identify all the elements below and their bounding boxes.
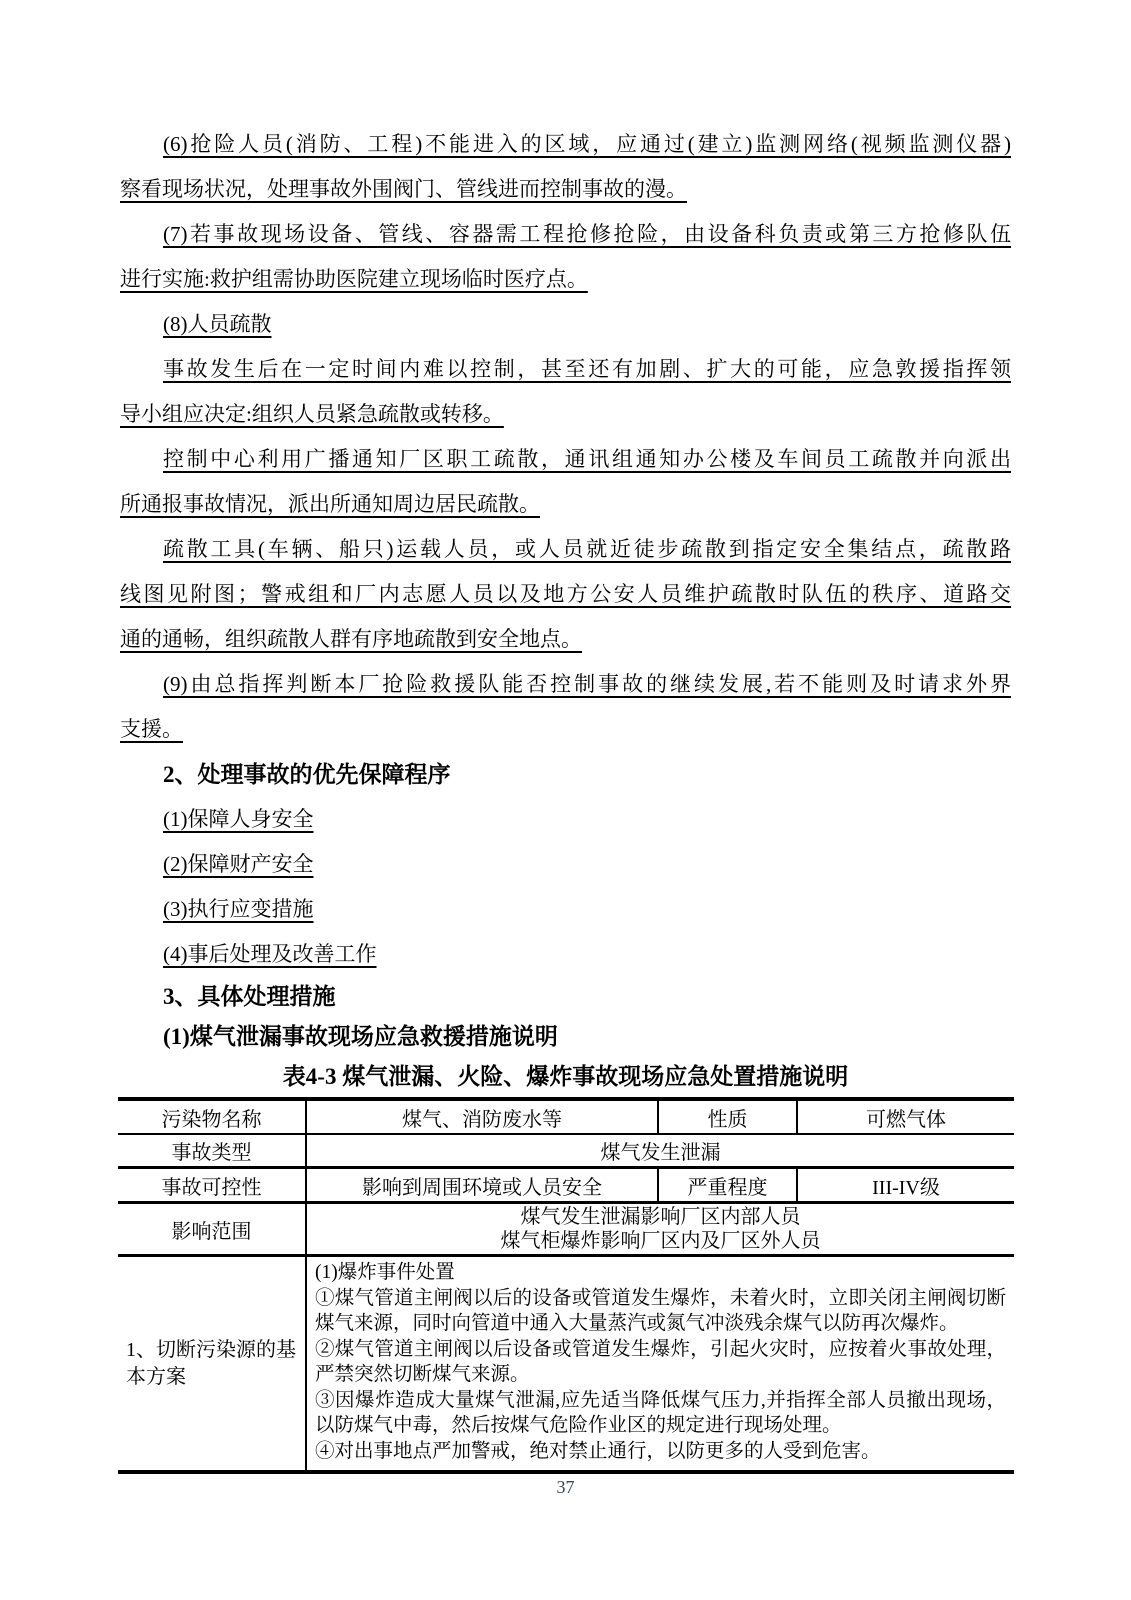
table-row-controllability <box>118 1168 1014 1203</box>
para8b-line1: 控制中心利用广播通知厂区职工疏散，通讯组通知办公楼及车间员工疏散并向派出 <box>163 447 1011 471</box>
cell-controllability-label: 事故可控性 <box>118 1168 306 1203</box>
para8-heading: (8)人员疏散 <box>163 312 272 336</box>
subheading-gas-leak-measures: (1)煤气泄漏事故现场应急救援措施说明 <box>163 1024 558 1049</box>
para6-line2: 察看现场状况，处理事故外围阀门、管线进而控制事故的漫。 <box>120 177 687 201</box>
cell-accident-type-value: 煤气发生泄漏 <box>306 1134 1014 1168</box>
page-number: 37 <box>556 1477 575 1497</box>
table-row-pollutant <box>118 1099 1014 1134</box>
cell-severity-label: 严重程度 <box>658 1168 797 1203</box>
cell-accident-type-label: 事故类型 <box>118 1134 306 1168</box>
table-row-cutoff-plan <box>118 1256 1014 1473</box>
table-caption: 表4-3 煤气泄漏、火险、爆炸事故现场应急处置措施说明 <box>282 1064 849 1089</box>
para9-line2: 支援。 <box>120 717 183 741</box>
cell-impact-scope-value <box>306 1203 1014 1256</box>
heading-specific-measures: 3、具体处理措施 <box>163 984 336 1009</box>
priority-item-3: (3)执行应变措施 <box>163 897 314 921</box>
para8c-line3: 通的通畅，组织疏散人群有序地疏散到安全地点。 <box>120 627 582 651</box>
para8-line2: 导小组应决定:组织人员紧急疏散或转移。 <box>120 402 504 426</box>
para8c-line2: 线图见附图；警戒组和厂内志愿人员以及地方公安人员维护疏散时队伍的秩序、道路交 <box>120 582 1011 606</box>
cell-property-label: 性质 <box>658 1099 797 1134</box>
impact-scope-line2: 煤气柜爆炸影响厂区内及厂区外人员 <box>500 1230 821 1252</box>
measure-item-3: ③因爆炸造成大量煤气泄漏,应先适当降低煤气压力,并指挥全部人员撤出现场，以防煤气中毒，然后按煤气危险作业区的规定进行现场处理。 <box>315 1389 1006 1436</box>
para8c-line1: 疏散工具(车辆、船只)运载人员，或人员就近徒步疏散到指定安全集结点，疏散路 <box>163 537 1011 561</box>
cell-cutoff-plan-label: 1、切断污染源的基本方案 <box>118 1256 306 1473</box>
table-row-accident-type <box>118 1134 1014 1168</box>
document-body <box>120 122 1011 1097</box>
para7-line2: 进行实施:救护组需协助医院建立现场临时医疗点。 <box>120 267 588 291</box>
priority-item-2: (2)保障财产安全 <box>163 852 314 876</box>
cell-severity-value: III-IV级 <box>797 1168 1014 1203</box>
cell-property-value: 可燃气体 <box>797 1099 1014 1134</box>
para6-line1: (6)抢险人员(消防、工程)不能进入的区域，应通过(建立)监测网络(视频监测仪器) <box>163 132 1011 156</box>
para8-line1: 事故发生后在一定时间内难以控制，甚至还有加剧、扩大的可能，应急敦援指挥领 <box>163 357 1011 381</box>
cell-cutoff-plan-measures <box>306 1256 1014 1473</box>
priority-item-4: (4)事后处理及改善工作 <box>163 942 377 966</box>
cell-pollutant-value: 煤气、消防废水等 <box>306 1099 658 1134</box>
para7-line1: (7)若事故现场设备、管线、容器需工程抢修抢险，由设备科负责或第三方抢修队伍 <box>163 222 1011 246</box>
impact-scope-line1: 煤气发生泄漏影响厂区内部人员 <box>520 1206 801 1228</box>
measure-item-2: ②煤气管道主闸阀以后设备或管道发生爆炸，引起火灾时，应按着火事故处理，严禁突然切断煤气来源。 <box>315 1338 1006 1385</box>
measure-item-heading: (1)爆炸事件处置 <box>315 1262 455 1283</box>
cell-controllability-value: 影响到周围环境或人员安全 <box>306 1168 658 1203</box>
cell-pollutant-label: 污染物名称 <box>118 1099 306 1134</box>
para8b-line2: 所通报事故情况，派出所通知周边居民疏散。 <box>120 492 540 516</box>
heading-priority-procedures: 2、处理事故的优先保障程序 <box>163 762 451 787</box>
priority-item-1: (1)保障人身安全 <box>163 807 314 831</box>
para9-line1: (9)由总指挥判断本厂抢险救援队能否控制事故的继续发展,若不能则及时请求外界 <box>163 672 1011 696</box>
table-row-impact-scope <box>118 1203 1014 1256</box>
emergency-measures-table <box>118 1097 1014 1474</box>
measure-item-1: ①煤气管道主闸阀以后的设备或管道发生爆炸，未着火时，立即关闭主闸阀切断煤气来源，同时向管道中通入大量蒸汽或氮气冲淡残余煤气以防再次爆炸。 <box>315 1287 1006 1334</box>
measure-item-4: ④对出事地点严加警戒，绝对禁止通行，以防更多的人受到危害。 <box>315 1440 881 1462</box>
cell-impact-scope-label: 影响范围 <box>118 1203 306 1256</box>
